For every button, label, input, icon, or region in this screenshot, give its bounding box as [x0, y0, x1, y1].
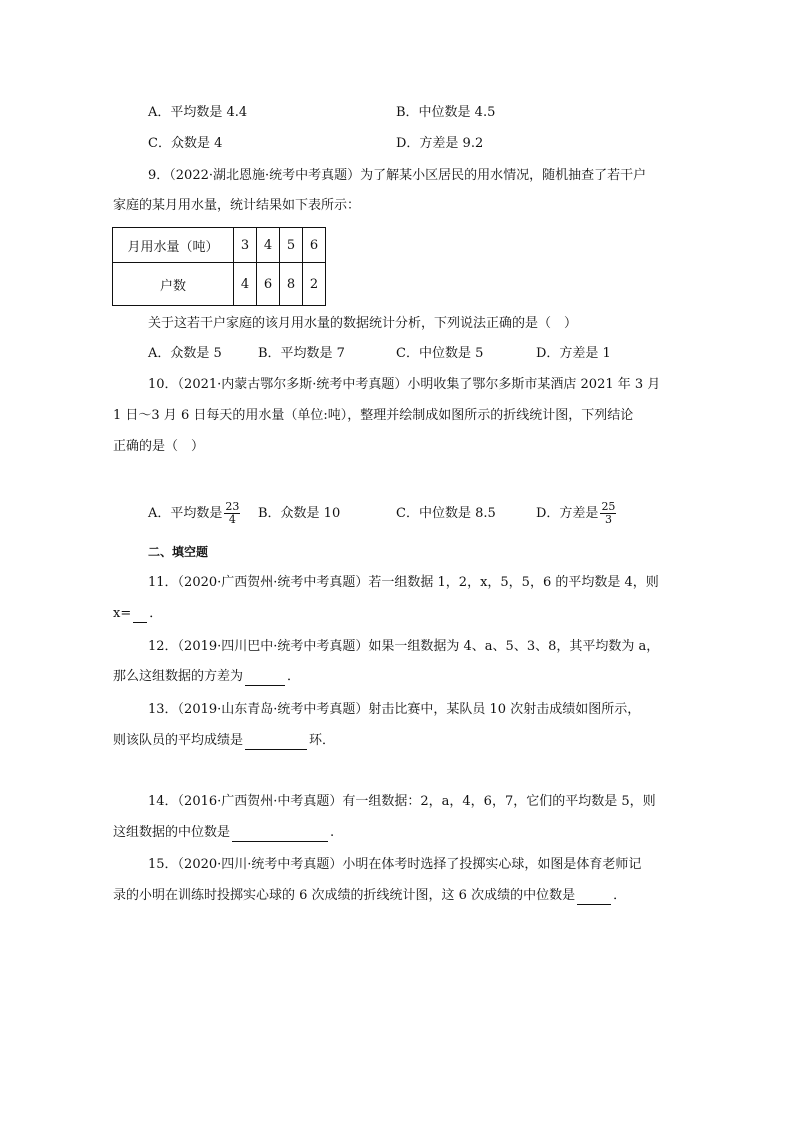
q10-option-d-label: D．方差是 [536, 506, 599, 521]
q13-text-line2 [113, 732, 335, 750]
fraction-denominator: 4 [228, 513, 236, 526]
fraction [600, 501, 616, 526]
q9-text-line1: 9．（2022·湖北恩施·统考中考真题）为了解某小区居民的用水情况，随机抽查了若干户 [148, 168, 647, 183]
table-cell: 8 [280, 263, 303, 306]
q11-text-line2 [113, 605, 162, 623]
q13-text-line1: 13．（2019·山东青岛·统考中考真题）射击比赛中，某队员 10 次射击成绩如图所示， [148, 702, 641, 717]
table-row [113, 228, 326, 263]
q9-question: 关于这若干户家庭的该月用水量的数据统计分析，下列说法正确的是（ ） [148, 316, 578, 331]
q9-option-b: B．平均数是 7 [258, 346, 345, 361]
table-cell: 2 [303, 263, 326, 306]
table-cell: 6 [257, 263, 280, 306]
q15-suffix: ． [613, 888, 627, 903]
q14-text-line2 [113, 824, 334, 842]
table-cell: 6 [303, 228, 326, 263]
q12-text-line1: 12．（2019·四川巴中·统考中考真题）如果一组数据为 4、a、5、3、8，其平均数为 a， [148, 639, 660, 654]
q13-suffix: 环． [309, 733, 336, 748]
q10-text-line1: 10．（2021·内蒙古鄂尔多斯·统考中考真题）小明收集了鄂尔多斯市某酒店 2021 年 3 月 [148, 377, 661, 392]
q8-option-b: B．中位数是 4.5 [396, 105, 496, 120]
table-cell: 4 [234, 263, 257, 306]
answer-blank[interactable] [232, 827, 328, 842]
q13-prefix: 则该队员的平均成绩是 [113, 733, 244, 748]
q10-text-line3: 正确的是（ ） [113, 439, 205, 454]
answer-blank[interactable] [577, 890, 611, 905]
water-usage-table [112, 227, 326, 306]
table-header-usage: 月用水量（吨） [113, 228, 234, 263]
answer-blank[interactable] [133, 608, 147, 623]
q10-option-b: B．众数是 10 [258, 506, 341, 521]
q10-option-d [536, 494, 618, 534]
table-cell: 4 [257, 228, 280, 263]
q10-option-c: C．中位数是 8.5 [396, 506, 496, 521]
section-heading-fill-in: 二、填空题 [148, 545, 209, 559]
q9-option-c: C．中位数是 5 [396, 346, 484, 361]
q11-prefix: x= [113, 606, 132, 621]
q14-prefix: 这组数据的中位数是 [113, 825, 231, 840]
answer-blank[interactable] [245, 735, 307, 750]
answer-blank[interactable] [245, 671, 285, 686]
q15-prefix: 录的小明在训练时投掷实心球的 6 次成绩的折线统计图，这 6 次成绩的中位数是 [113, 888, 576, 903]
table-cell: 3 [234, 228, 257, 263]
fraction [224, 501, 240, 526]
q10-option-a-label: A．平均数是 [148, 506, 223, 521]
q14-text-line1: 14．（2016·广西贺州·中考真题）有一组数据：2，a，4，6，7，它们的平均数是 5，则 [148, 794, 656, 809]
table-row [113, 263, 326, 306]
q10-option-a [148, 494, 242, 534]
q8-option-a: A．平均数是 4.4 [148, 105, 248, 120]
table-cell: 5 [280, 228, 303, 263]
q14-suffix: . [330, 825, 335, 840]
q15-text-line2 [113, 887, 626, 905]
q12-suffix: ． [287, 669, 301, 684]
fraction-numerator: 23 [225, 500, 240, 513]
q9-option-d: D．方差是 1 [536, 346, 611, 361]
fraction-numerator: 25 [601, 500, 616, 513]
q12-text-line2 [113, 668, 300, 686]
q10-text-line2: 1 日～3 月 6 日每天的用水量（单位:吨），整理并绘制成如图所示的折线统计图，下列结论 [113, 408, 634, 423]
q11-suffix: ． [149, 606, 163, 621]
q8-option-d: D．方差是 9.2 [396, 136, 484, 151]
q12-prefix: 那么这组数据的方差为 [113, 669, 244, 684]
q15-text-line1: 15．（2020·四川·统考中考真题）小明在体考时选择了投掷实心球，如图是体育老师记 [148, 857, 642, 872]
q9-option-a: A．众数是 5 [148, 346, 222, 361]
fraction-denominator: 3 [604, 513, 612, 526]
q9-text-line2: 家庭的某月用水量，统计结果如下表所示： [113, 198, 361, 213]
table-header-households: 户数 [113, 263, 234, 306]
q8-option-c: C．众数是 4 [148, 136, 223, 151]
q11-text-line1: 11．（2020·广西贺州·统考中考真题）若一组数据 1，2，x，5，5，6 的平均数是 4，则 [148, 575, 659, 590]
